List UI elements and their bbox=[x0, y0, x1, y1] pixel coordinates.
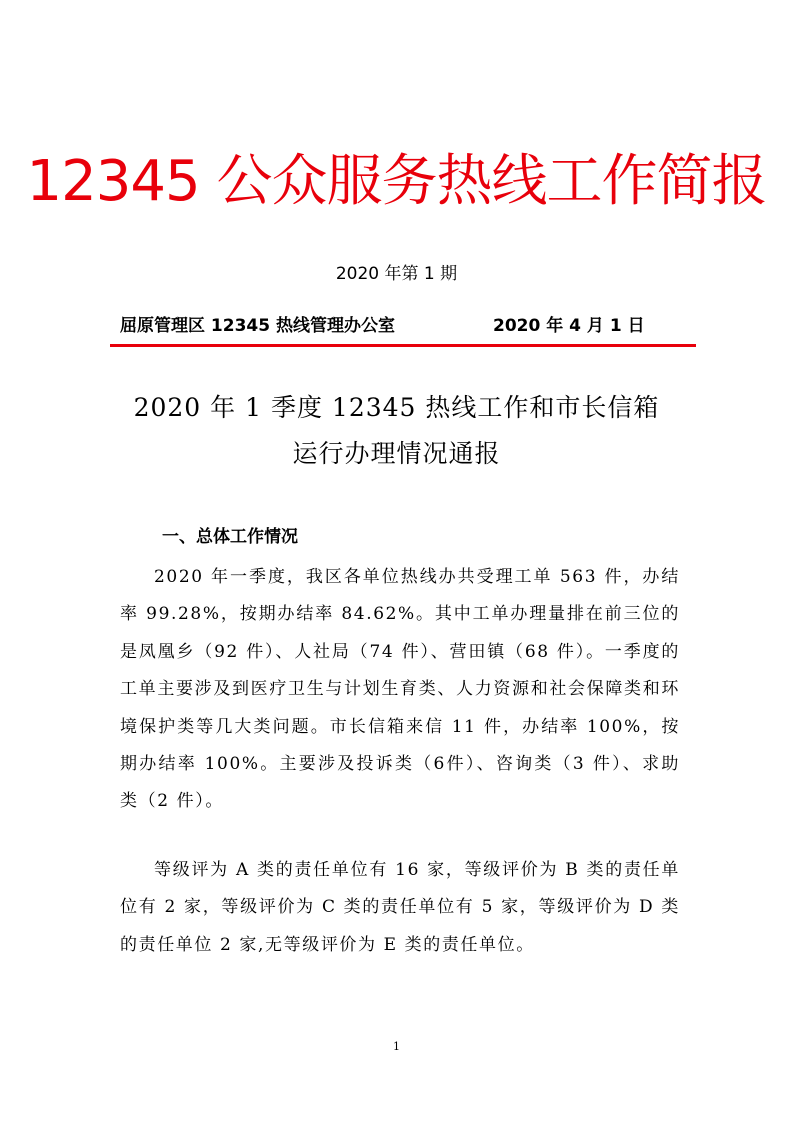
publish-date: 2020 年 4 月 1 日 bbox=[493, 316, 645, 336]
red-divider-rule bbox=[110, 344, 696, 347]
page-number: 1 bbox=[393, 1040, 400, 1053]
body-paragraph-summary: 2020 年一季度，我区各单位热线办共受理工单 563 件，办结率 99.28%，按期办结率 84.62%。其中工单办理量排在前三位的是凤凰乡（92 件）、人社局（74 件）、营田镇（68 件）。一季度的工单主要涉及到医疗卫生与计划生育类、人力资源和社会保障类和环境保护类等几大类问题。市长信箱来信 11 件，办结率 100%，按期办结率 100%。主要涉及投诉类（6件）、咨询类（3 件）、求助类（2 件）。 bbox=[120, 567, 680, 812]
section-heading: 一、总体工作情况 bbox=[162, 527, 298, 547]
publisher-organization: 屈原管理区 12345 热线管理办公室 bbox=[120, 316, 395, 336]
bulletin-masthead: 12345 公众服务热线工作简报 bbox=[26, 149, 767, 214]
document-title-line-1: 2020 年 1 季度 12345 热线工作和市长信箱 bbox=[133, 393, 660, 422]
publisher-row bbox=[120, 313, 680, 339]
body-paragraph-ratings: 等级评为 A 类的责任单位有 16 家，等级评价为 B 类的责任单位有 2 家，等级评价为 C 类的责任单位有 5 家，等级评价为 D 类的责任单位 2 家,无等级评价为 E 类的责任单位。 bbox=[120, 860, 680, 955]
document-title-line-2: 运行办理情况通报 bbox=[292, 439, 501, 468]
issue-number: 2020 年第 1 期 bbox=[335, 264, 458, 284]
